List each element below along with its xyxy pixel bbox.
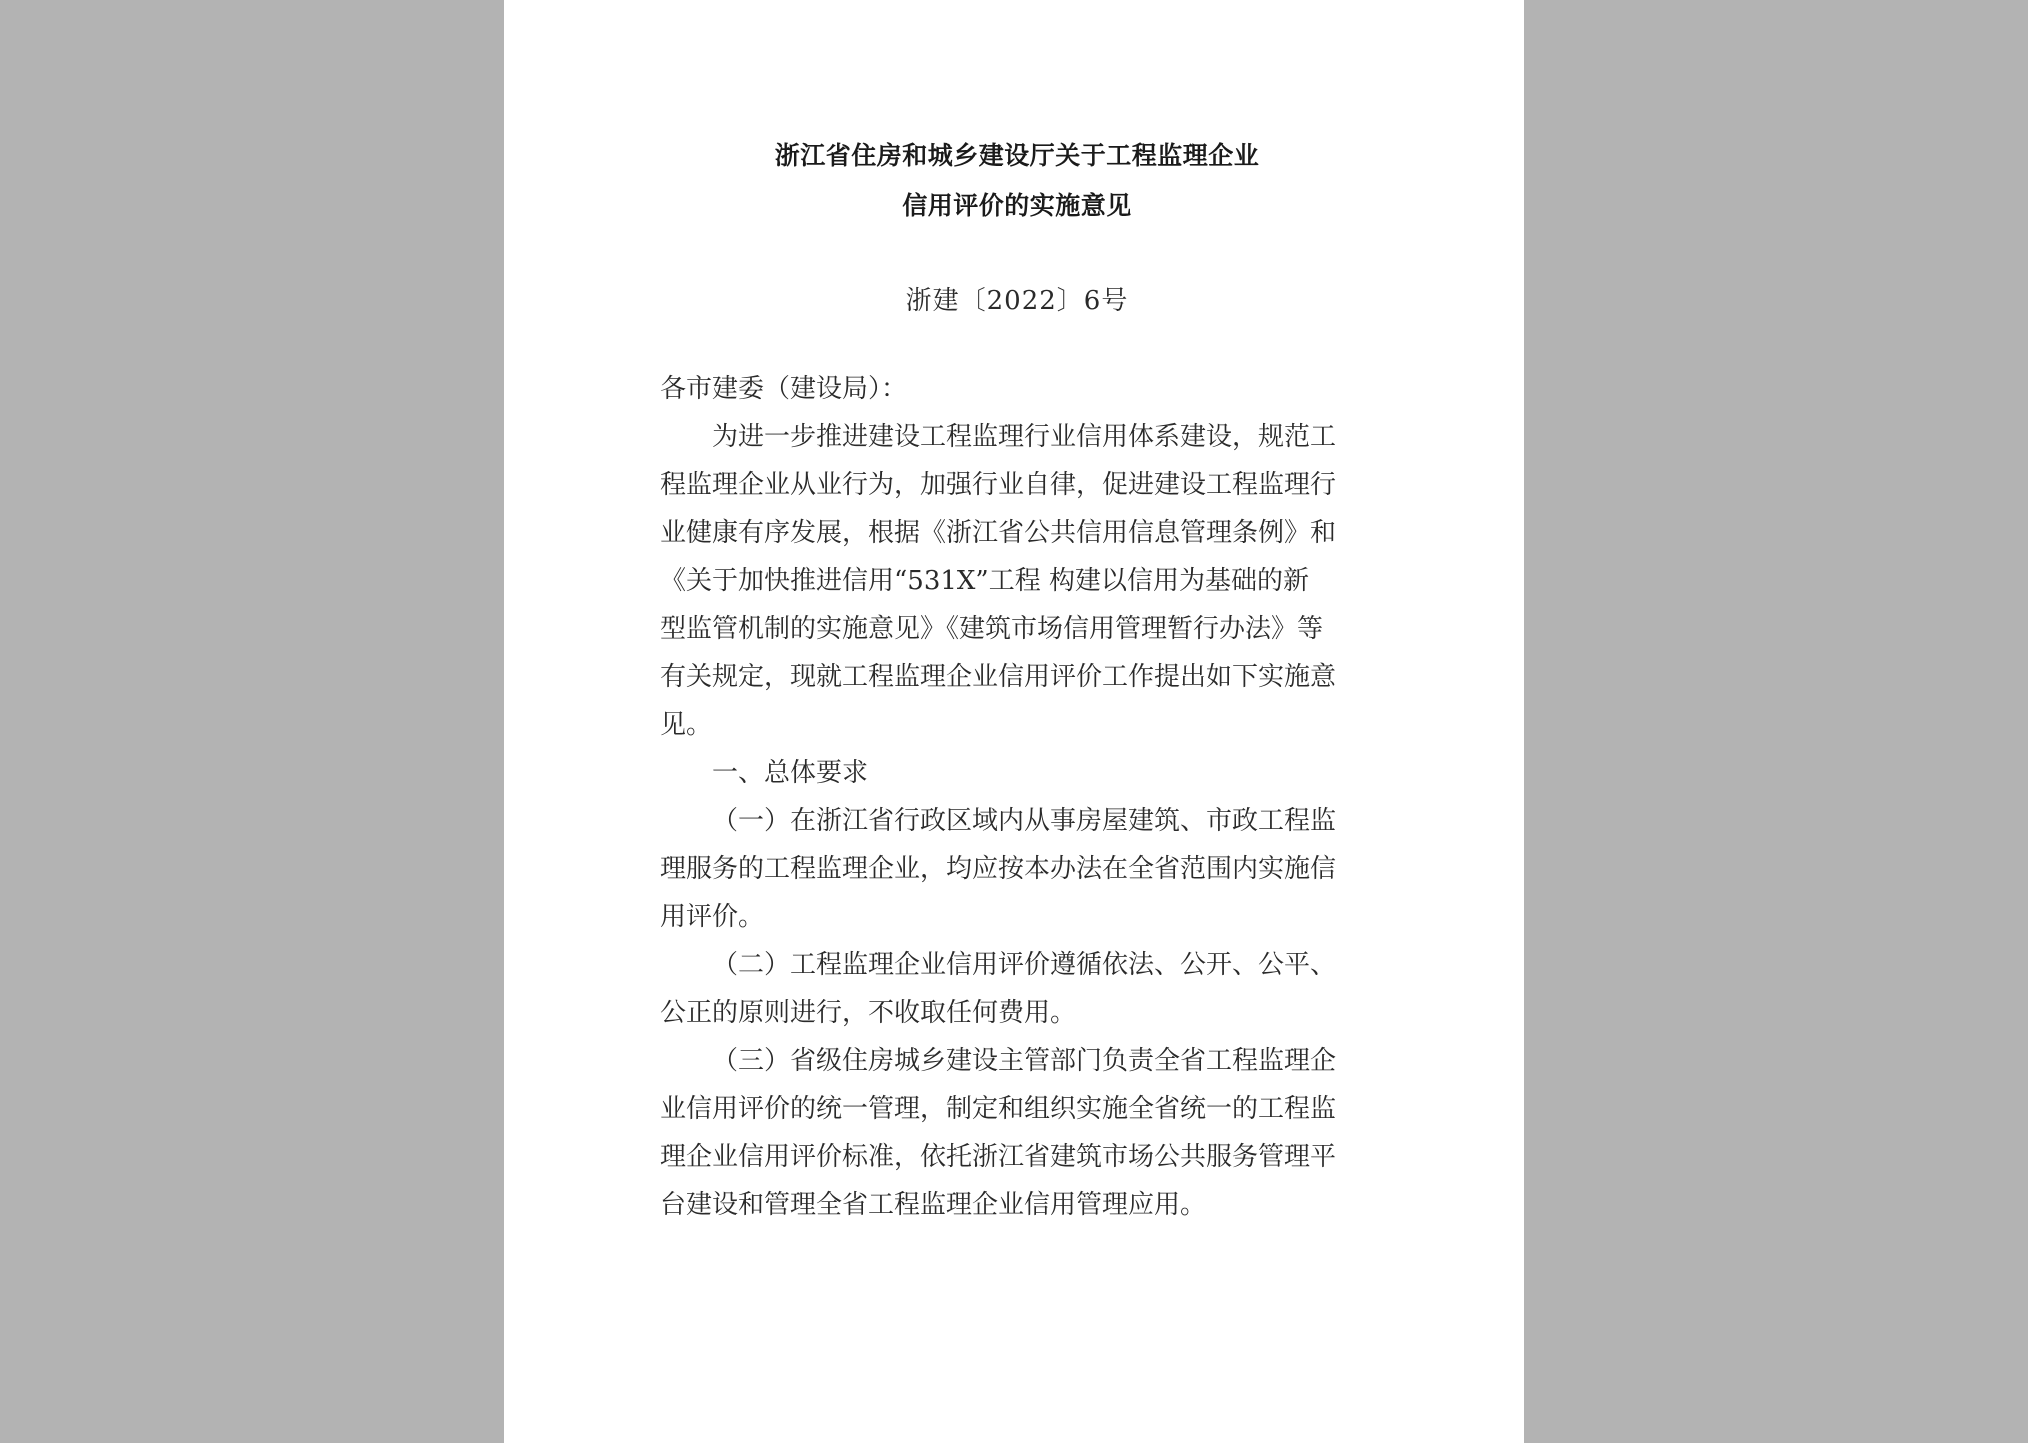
body-line: （一）在浙江省行政区域内从事房屋建筑、市政工程监 bbox=[712, 806, 1337, 836]
body-line: 《关于加快推进信用“531X”工程 构建以信用为基础的新 bbox=[660, 566, 1309, 596]
body-line: 用评价。 bbox=[660, 902, 765, 932]
section-heading: 一、总体要求 bbox=[712, 758, 869, 788]
salutation: 各市建委（建设局）： bbox=[660, 374, 908, 404]
body-line: 见。 bbox=[660, 710, 713, 740]
body-line: 型监管机制的实施意见》《建筑市场信用管理暂行办法》等 bbox=[660, 614, 1324, 644]
body-line: （三）省级住房城乡建设主管部门负责全省工程监理企 bbox=[712, 1046, 1337, 1076]
body-line: 理企业信用评价标准，依托浙江省建筑市场公共服务管理平 bbox=[660, 1142, 1337, 1172]
body-line: 业健康有序发展，根据《浙江省公共信用信息管理条例》和 bbox=[660, 518, 1337, 548]
body-line: （二）工程监理企业信用评价遵循依法、公开、公平、 bbox=[712, 950, 1337, 980]
body-line: 理服务的工程监理企业，均应按本办法在全省范围内实施信 bbox=[660, 854, 1337, 884]
body-line: 台建设和管理全省工程监理企业信用管理应用。 bbox=[660, 1190, 1207, 1220]
document-title-line-2: 信用评价的实施意见 bbox=[902, 191, 1132, 220]
body-line: 程监理企业从业行为，加强行业自律，促进建设工程监理行 bbox=[660, 470, 1337, 500]
document-number: 浙建〔2022〕6号 bbox=[905, 286, 1129, 316]
document-page bbox=[504, 0, 1524, 1443]
document-title-line-1: 浙江省住房和城乡建设厅关于工程监理企业 bbox=[774, 141, 1260, 170]
body-line: 公正的原则进行，不收取任何费用。 bbox=[660, 998, 1077, 1028]
body-line: 业信用评价的统一管理，制定和组织实施全省统一的工程监 bbox=[660, 1094, 1337, 1124]
body-line: 为进一步推进建设工程监理行业信用体系建设，规范工 bbox=[712, 422, 1337, 452]
body-line: 有关规定，现就工程监理企业信用评价工作提出如下实施意 bbox=[660, 662, 1337, 692]
